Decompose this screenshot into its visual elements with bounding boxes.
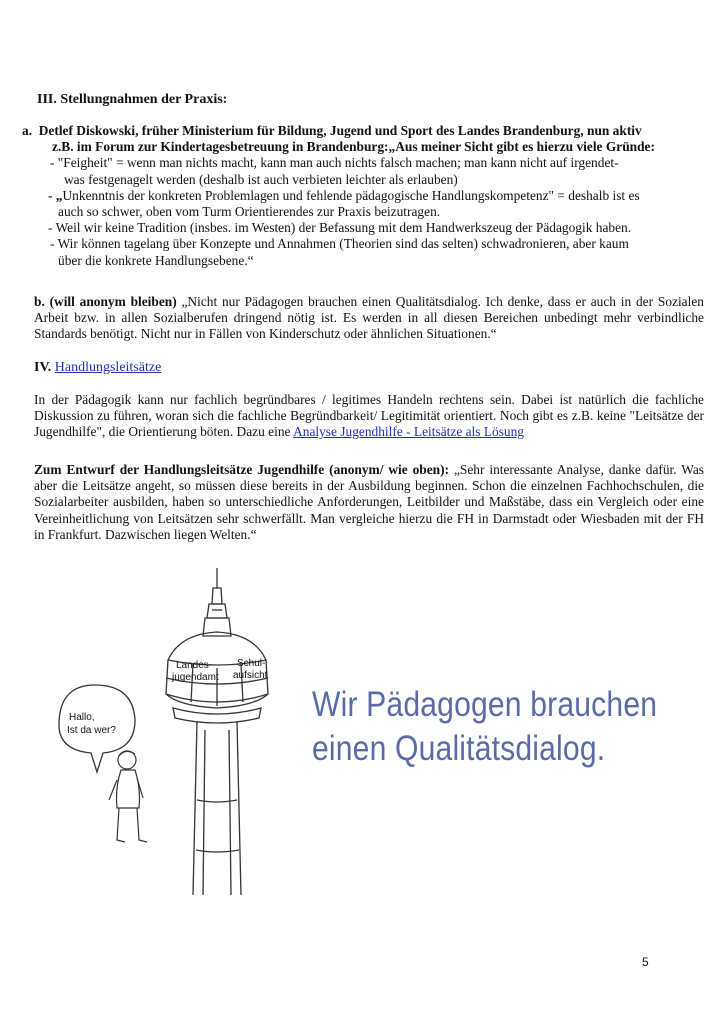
paragraph-paedagogik-text: In der Pädagogik kann nur fachlich begründbares / legitimes Handeln rechtens sein. Dabei ist natürlich die fachliche Diskussion zu führen, woran sich die fachliche Begründbarkeit/ Legitimität orientiert. Noch gibt es z.B. keine "Leitsätze der Jugendhilfe", die Orientierung böten. Dazu eine <box>34 392 704 440</box>
handlungsleitsaetze-link[interactable]: Handlungsleitsätze <box>54 360 162 375</box>
statement-b-text: „Nicht nur Pädagogen brauchen einen Qualitätsdialog. Ich denke, dass er auch in der Sozialen Arbeit bzw. in allen Sozialberufen dringend nötig ist. Es werden in all diesen Bereichen unbedingt mehr verbindliche Standards benötigt. Nicht nur in Fällen von Kinderschutz oder ähnlichen Situationen.“ <box>34 294 704 342</box>
statement-a-author: Detlef Diskowski, früher Ministerium für Bildung, Jugend und Sport des Landes Brandenburg, nun aktiv <box>38 123 642 138</box>
tower-drawing <box>166 568 268 895</box>
slogan-line-2: einen Qualitätsdialog. <box>312 729 606 768</box>
bullet-4-line1: - Wir können tagelang über Konzepte und Annahmen (Theorien sind das selten) schwadronieren, aber kaum <box>50 236 629 252</box>
paragraph-entwurf <box>34 462 704 543</box>
paragraph-paedagogik <box>34 392 704 441</box>
statement-b-lead: b. (will anonym bleiben) <box>34 294 177 309</box>
section-heading-3: III. Stellungnahmen der Praxis: <box>37 92 228 107</box>
statement-a-line1 <box>22 123 712 139</box>
paragraph-entwurf-lead: Zum Entwurf der Handlungsleitsätze Jugendhilfe (anonym/ wie oben): <box>34 462 450 477</box>
section-heading-4 <box>34 360 161 376</box>
bullet-2-text: Unkenntnis der konkreten Problemlagen und fehlende pädagogische Handlungskompetenz" = deshalb ist es <box>62 187 640 203</box>
analyse-jugendhilfe-link[interactable]: Analyse Jugendhilfe - Leitsätze als Lösung <box>293 424 525 440</box>
tower-label-left-1: Landes- <box>176 660 213 671</box>
list-marker-a: a. <box>22 123 33 138</box>
speech-bubble <box>59 685 135 772</box>
statement-b <box>34 294 704 343</box>
section-4-number: IV. <box>34 360 55 375</box>
tower-labels <box>171 658 268 683</box>
bullet-2-line2: auch so schwer, oben vom Turm Orientierendes zur Praxis beizutragen. <box>58 204 441 220</box>
slogan <box>312 683 657 771</box>
bullet-2-line1 <box>22 188 712 204</box>
bullet-1-line1: - "Feigheit" = wenn man nichts macht, kann man auch nichts falsch machen; man kann nicht auf irgendet- <box>50 155 619 171</box>
person-drawing <box>109 751 147 842</box>
paragraph-entwurf-text: „Sehr interessante Analyse, danke dafür. Was aber die Leitsätze angeht, so müssen diese bereits in der Ausbildung beginnen. Schon die einzelnen Fachhochschulen, die Sozialarbeiter ausbilden, haben so unterschiedliche Anforderungen, Leitbilder und Maßstäbe, dass ein Vergleich oder eine Vereinheitlichung von Leitsätzen sehr schwerfällt. Man vergleiche hierzu die FH in Darmstadt oder Wiesbaden mit der FH in Frankfurt. Dazwischen liegen Welten.“ <box>34 462 704 542</box>
statement-a-line2: z.B. im Forum zur Kindertagesbetreuung in Brandenburg:„Aus meiner Sicht gibt es hierzu viele Gründe: <box>52 139 655 155</box>
bullet-1-line2: was festgenagelt werden (deshalb ist auch verbieten leichter als erlauben) <box>64 171 458 187</box>
speech-line-1: Hallo, <box>69 712 95 723</box>
tower-label-left-2: jugendamt <box>172 672 219 683</box>
slogan-line-1: Wir Pädagogen brauchen <box>312 685 658 724</box>
bullet-3: - Weil wir keine Tradition (insbes. im Westen) der Befassung mit dem Handwerkszeug der Pädagogik haben. <box>48 220 632 236</box>
tower-label-right-2: aufsicht <box>233 670 268 681</box>
page-number: 5 <box>642 955 649 969</box>
bullet-4-line2: über die konkrete Handlungsebene.“ <box>58 252 254 268</box>
statement-a <box>22 123 712 269</box>
bullet-2-dash: - „ <box>48 187 63 203</box>
tower-label-right-1: Schul- <box>237 658 266 669</box>
speech-line-2: Ist da wer? <box>67 725 116 736</box>
